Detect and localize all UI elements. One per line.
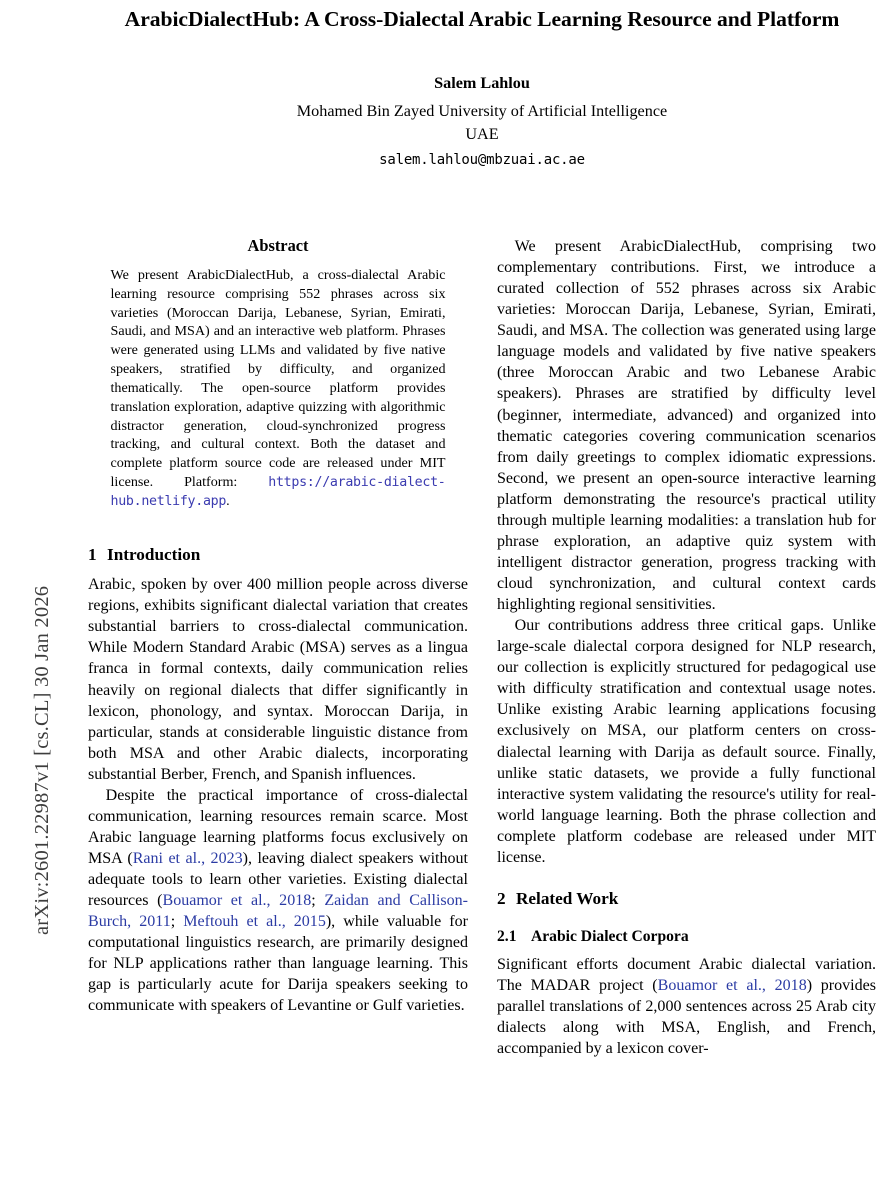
abstract-text-end: . <box>226 492 230 509</box>
section-title-1: Introduction <box>107 544 201 564</box>
subsection-heading-arabic-dialect-corpora <box>497 928 876 947</box>
section-heading-related-work <box>497 889 876 910</box>
contributions-paragraph-1: We present ArabicDialectHub, comprising two complementary contributions. First, we introduce a curated collection of 552 phrases across six Arabic varieties: Moroccan Darija, Lebanese, Syrian, Emirati, Saudi, and MSA. The collection was generated using large language models and validated by five native speakers (three Moroccan Arabic and two Lebanese Arabic speakers). Phrases are stratified by difficulty level (beginner, intermediate, advanced) and organized into thematic categories covering communication scenarios from daily greetings to complex idiomatic expressions. Second, we present an open-source interactive learning platform demonstrating the resource's practical utility through multiple learning modalities: a translation hub for phrase exploration, an adaptive quiz system with intelligent distractor generation, progress tracking with cloud synchronization, and cultural context cards highlighting regional sensitivities. <box>497 238 876 614</box>
left-column <box>88 236 468 1060</box>
section-number-2: 2 <box>497 888 506 908</box>
right-column <box>497 236 876 1060</box>
citation-zaidan-callison-burch-2011[interactable]: Zaidan and Callison-Burch, 2011 <box>88 892 469 931</box>
intro-p2-text-a: Despite the practical importance of cross-dialectal communication, learning resources remain scarce. Most Arabic language learning platforms focus exclusively on MSA ( <box>88 786 468 868</box>
intro-p2-text-c: ), while valuable for computational linguistics research, are primarily designed for NLP applications rather than language learning. This gap is particularly acute for Darija speakers seeking to communicate with speakers of Levantine or Gulf varieties. <box>88 913 468 1015</box>
intro-p2-sep-2: ; <box>170 913 184 931</box>
arxiv-stamp-text: arXiv:2601.22987v1 [cs.CL] 30 Jan 2026 <box>31 585 53 935</box>
arxiv-stamp <box>0 0 53 1200</box>
platform-url-link[interactable]: https://arabic-dialect-hub.netlify.app <box>110 474 446 509</box>
author-name: Salem Lahlou <box>434 73 530 92</box>
subsection-title-2-1: Arabic Dialect Corpora <box>531 927 689 945</box>
section-heading-introduction <box>88 545 468 566</box>
contributions-paragraph-2: Our contributions address three critical gaps. Unlike large-scale dialectal corpora designed for NLP research, our collection is explicitly structured for pedagogical use with difficulty stratification and contextual usage notes. Unlike existing Arabic learning applications focusing exclusively on MSA, our platform centers on cross-dialectal learning with Darija as default source. Finally, unlike static datasets, we provide a fully functional interactive system validating the resource's utility for real-world language learning. Both the phrase collection and complete platform codebase are released under MIT license. <box>497 617 876 866</box>
citation-bouamor-2018-madar[interactable]: Bouamor et al., 2018 <box>657 977 807 995</box>
subsection-number-2-1: 2.1 <box>497 927 517 945</box>
author-affiliation: Mohamed Bin Zayed University of Artificial Intelligence <box>296 102 668 121</box>
abstract-text-part1: We present ArabicDialectHub, a cross-dialectal Arabic learning resource comprising 552 phrases across six varieties (Moroccan Darija, Lebanese, Syrian, Emirati, Saudi, and MSA) and an interactive web platform. Phrases were generated using LLMs and validated by five native speakers, stratified by difficulty, and organized thematically. The open-source platform provides translation exploration, adaptive quizzing with algorithmic distractor generation, cloud-synchronized progress tracking, and cultural context. Both the dataset and complete platform source code are released under MIT license. Platform: <box>110 267 446 490</box>
abstract-text <box>111 266 446 511</box>
intro-p2-sep-1: ; <box>311 892 325 910</box>
citation-rani-2023[interactable]: Rani et al., 2023 <box>132 850 243 868</box>
intro-paragraph-1: Arabic, spoken by over 400 million people across diverse regions, exhibits significant dialectal variation that creates substantial barriers to cross-dialectal communication. While Modern Standard Arabic (MSA) serves as a lingua franca in formal contexts, daily communication relies heavily on regional dialects that differ significantly in lexicon, phonology, and syntax. Moroccan Darija, in particular, stands at considerable linguistic distance from both MSA and other Arabic dialects, incorporating substantial Berber, French, and Spanish influences. <box>88 576 468 783</box>
intro-p2-text-b: ), leaving dialect speakers without adequate tools to learn other varieties. Existing dialectal resources ( <box>88 850 468 910</box>
two-column-body <box>88 236 876 1060</box>
related-work-paragraph-1 <box>497 954 876 1059</box>
rw-p1-text-a: Significant efforts document Arabic dialectal variation. The MADAR project ( <box>497 956 876 995</box>
paper-page <box>88 0 876 1200</box>
rw-p1-text-b: ) provides parallel translations of 2,000 sentences across 25 Arab city dialects along with MSA, English, and French, accompanied by a lexicon cover- <box>497 977 876 1058</box>
paper-title: ArabicDialectHub: A Cross-Dialectal Arabic Learning Resource and Platform <box>124 7 840 31</box>
author-block <box>88 72 876 171</box>
author-email: salem.lahlou@mbzuai.ac.ae <box>379 151 585 168</box>
citation-bouamor-2018[interactable]: Bouamor et al., 2018 <box>162 892 312 910</box>
section-title-2: Related Work <box>516 888 619 908</box>
author-affiliation-country: UAE <box>465 124 499 143</box>
intro-paragraph-2 <box>88 785 468 1017</box>
citation-meftouh-2015[interactable]: Meftouh et al., 2015 <box>183 913 326 931</box>
section-number-1: 1 <box>88 544 97 564</box>
abstract-heading: Abstract <box>247 236 309 255</box>
